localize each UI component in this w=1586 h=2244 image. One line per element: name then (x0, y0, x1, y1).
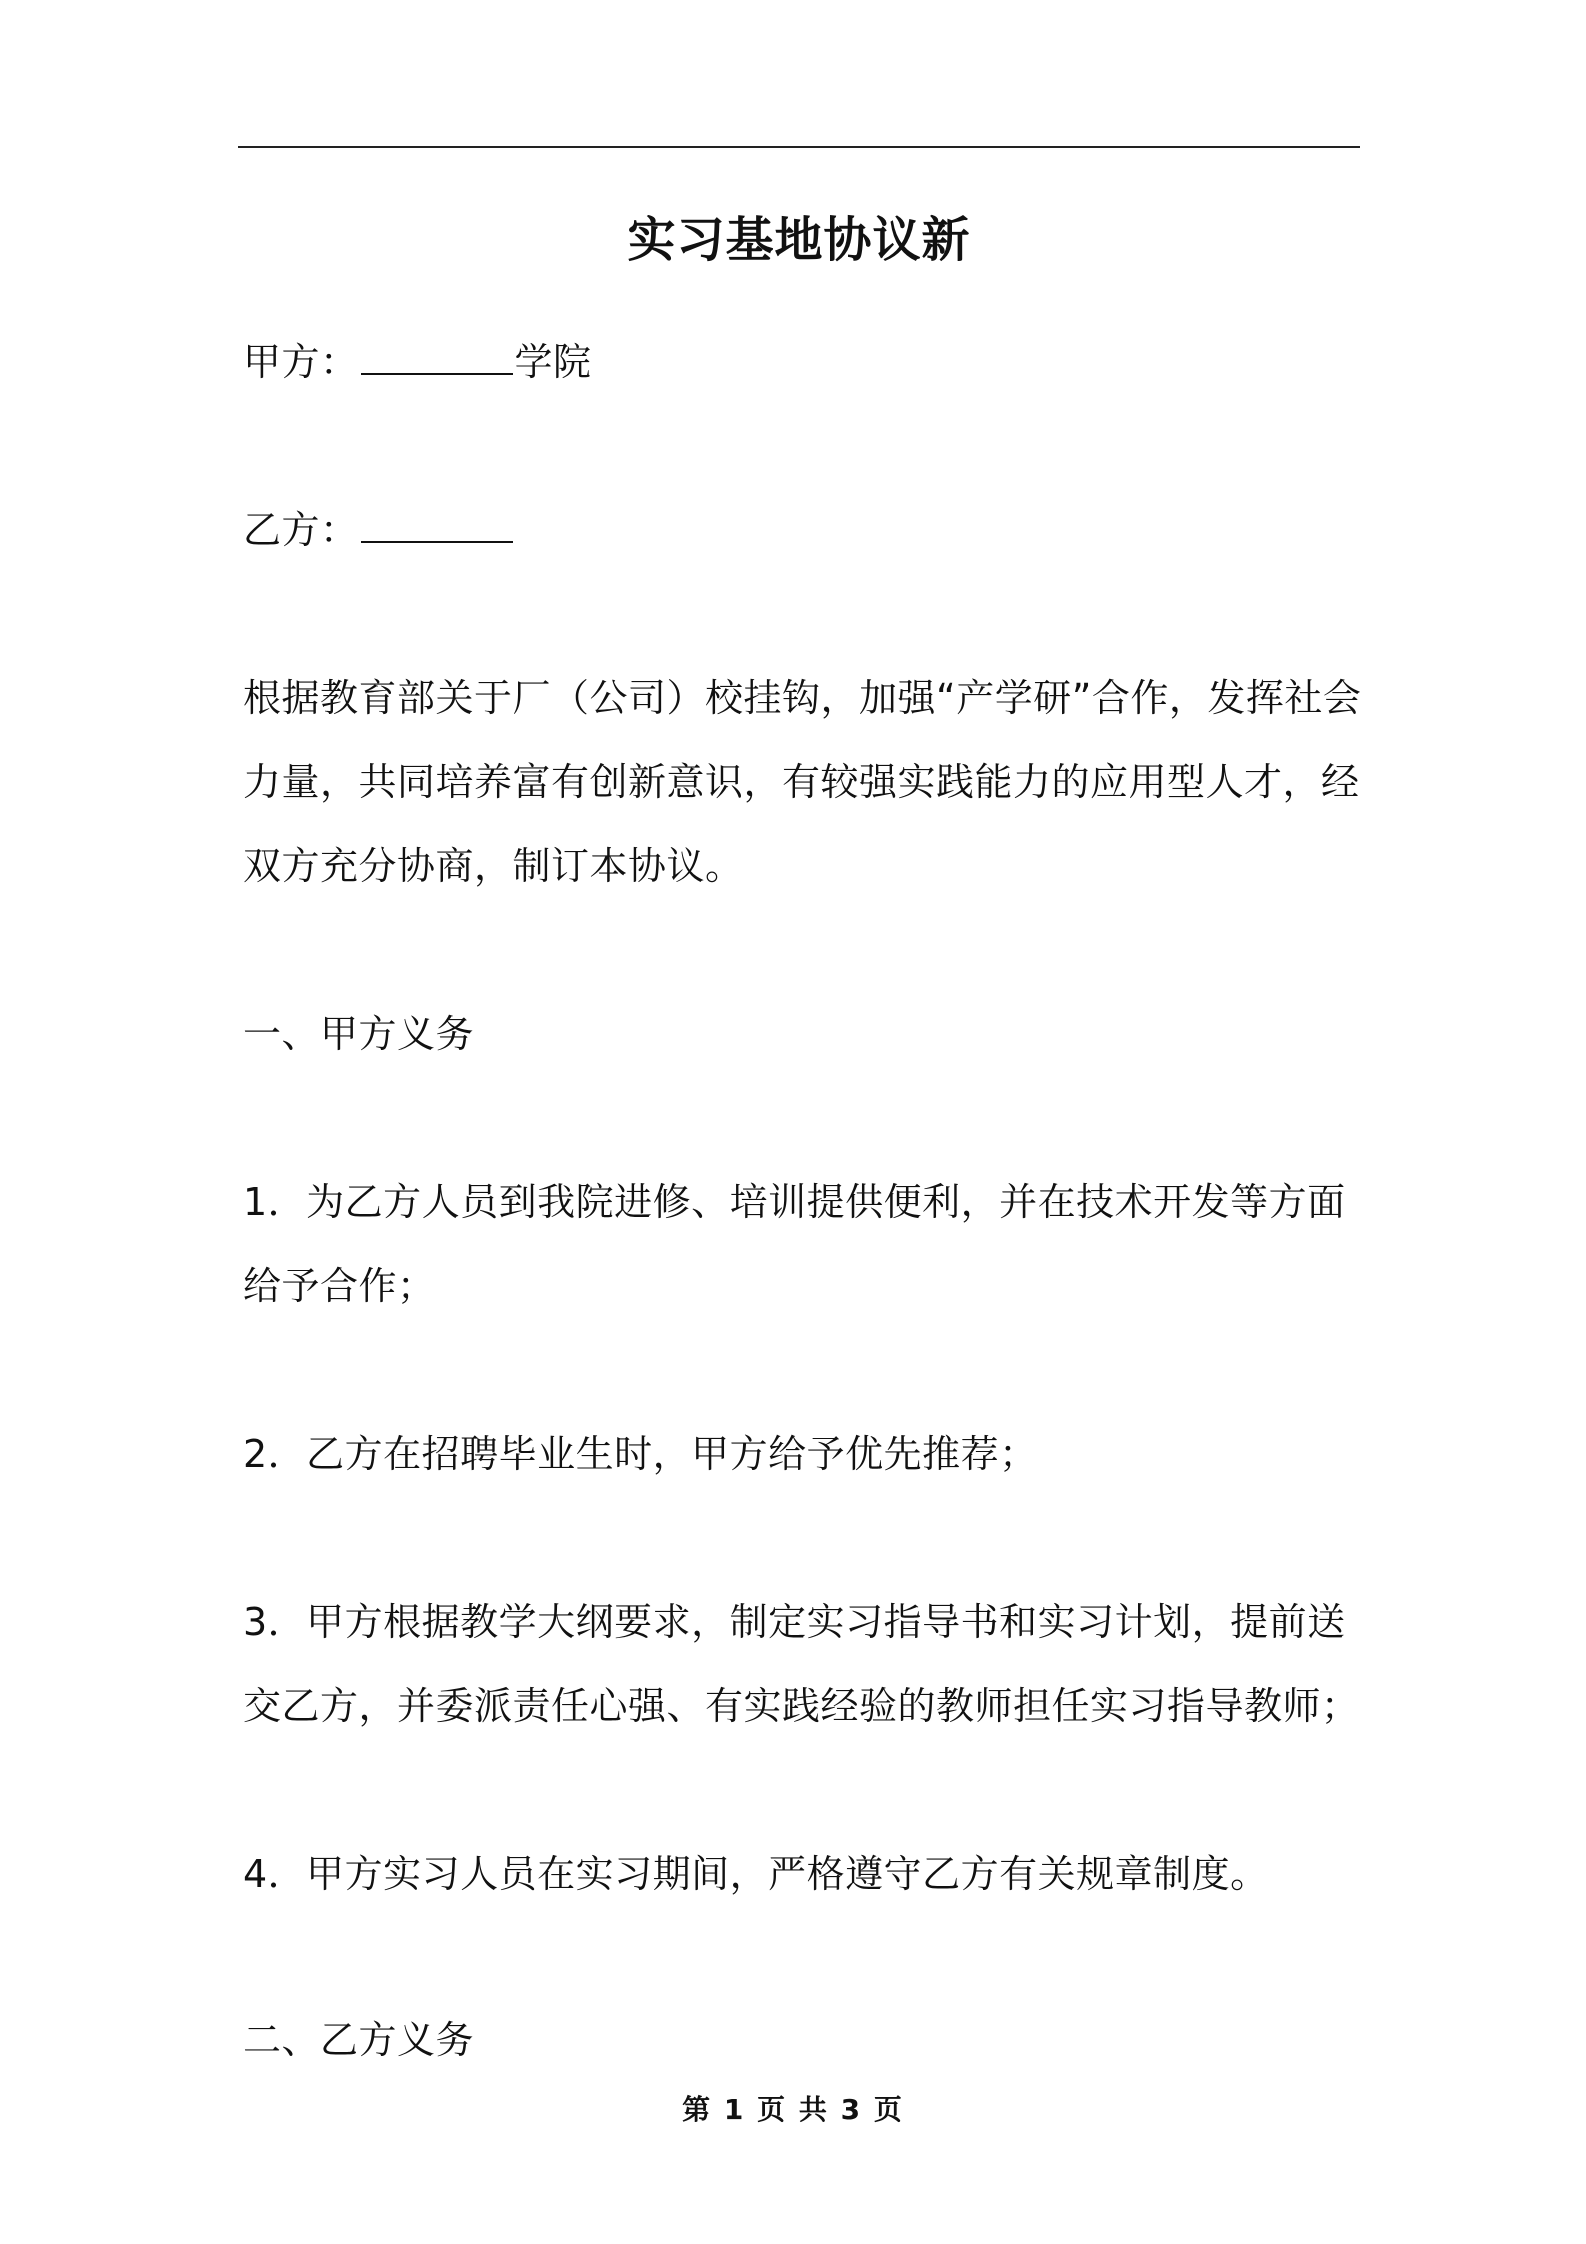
party-a-line (243, 320, 1363, 404)
party-a-blank (361, 373, 513, 375)
intro-paragraph: 根据教育部关于厂（公司）校挂钩，加强“产学研”合作，发挥社会力量，共同培养富有创新意识，有较强实践能力的应用型人才，经双方充分协商，制订本协议。 (243, 676, 1362, 888)
section-1-item-3: 3．甲方根据教学大纲要求，制定实习指导书和实习计划，提前送交乙方，并委派责任心强、有实践经验的教师担任实习指导教师； (243, 1600, 1360, 1728)
party-b-label: 乙方： (243, 508, 359, 552)
section-1-heading: 一、甲方义务 (243, 1012, 475, 1056)
party-a-label: 甲方： (243, 340, 359, 384)
section-1-item-4: 4．甲方实习人员在实习期间，严格遵守乙方有关规章制度。 (243, 1852, 1269, 1896)
section-1-item-1: 1．为乙方人员到我院进修、培训提供便利，并在技术开发等方面给予合作； (243, 1180, 1346, 1308)
section-1-item-2: 2．乙方在招聘毕业生时，甲方给予优先推荐； (243, 1432, 1038, 1476)
party-a-suffix: 学院 (514, 340, 592, 384)
header-rule (238, 146, 1360, 148)
section-2-heading: 二、乙方义务 (243, 2018, 475, 2062)
party-b-blank (361, 541, 513, 543)
document-title: 实习基地协议新 (627, 212, 971, 268)
page-footer: 第 1 页 共 3 页 (682, 2093, 904, 2126)
party-b-line (243, 488, 1363, 572)
